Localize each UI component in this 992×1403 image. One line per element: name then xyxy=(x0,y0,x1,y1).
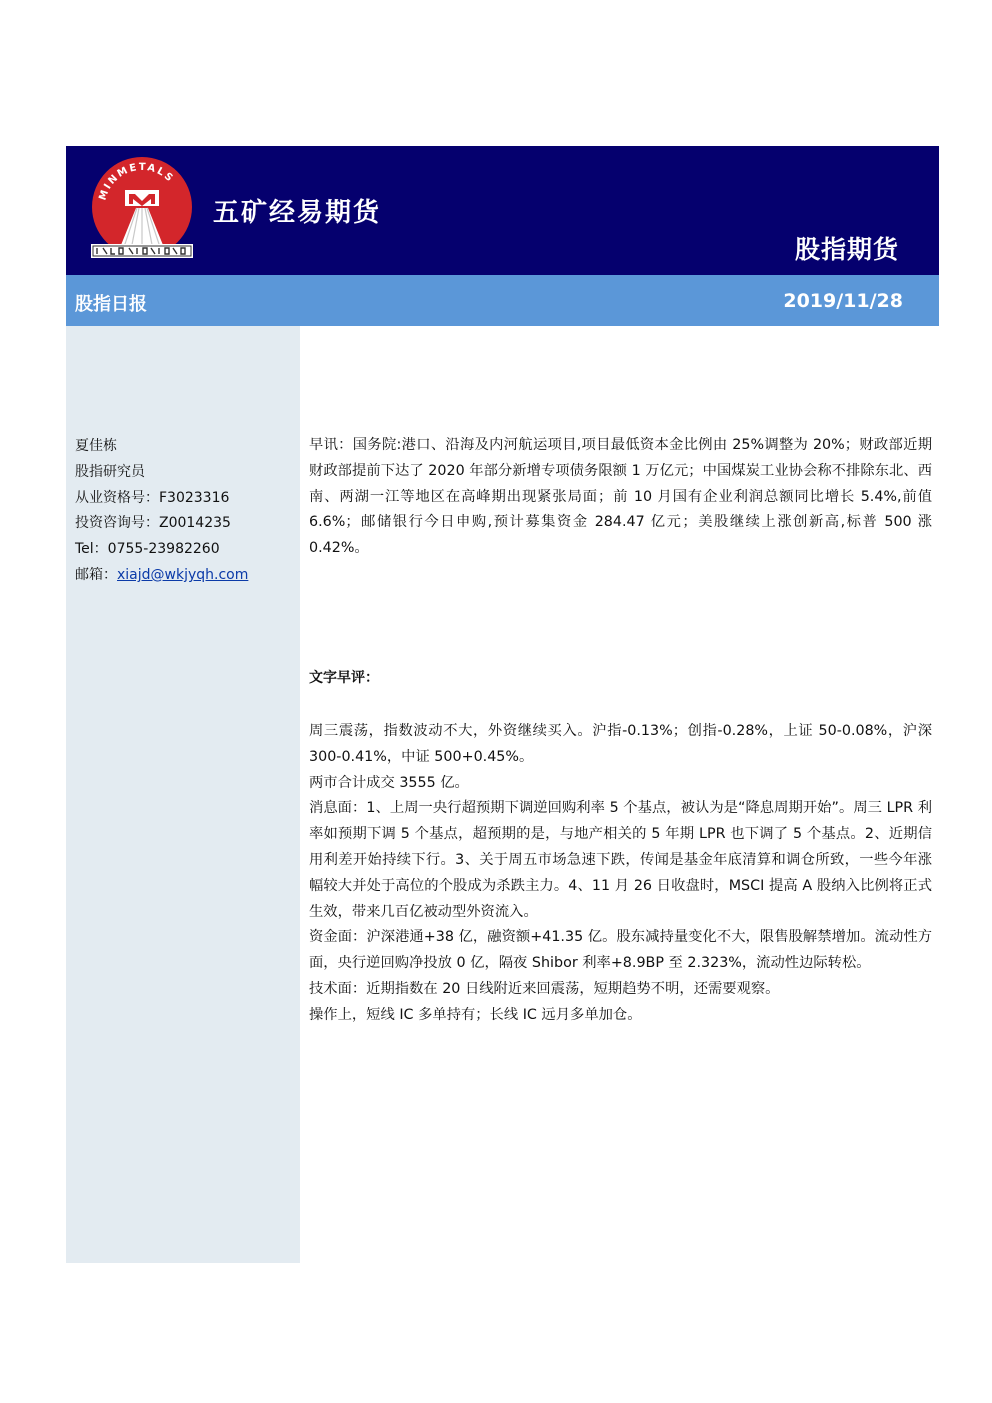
author-info xyxy=(75,434,248,589)
report-date: 2019/11/28 xyxy=(783,290,903,312)
review-paragraph: 操作上，短线 IC 多单持有；长线 IC 远月多单加仓。 xyxy=(309,1006,642,1023)
header-banner xyxy=(66,146,939,275)
report-title-bar xyxy=(66,275,939,326)
review-paragraph: 两市合计成交 3555 亿。 xyxy=(309,774,469,791)
review-paragraph: 周三震荡，指数波动不大，外资继续买入。沪指-0.13%；创指-0.28%，上证 50-0.08%，沪深 300-0.41%，中证 500+0.45%。 xyxy=(309,723,932,765)
review-paragraph: 资金面：沪深港通+38 亿，融资额+41.35 亿。股东减持量变化不大，限售股解禁增加。流动性方面，央行逆回购净投放 0 亿，隔夜 Shibor 利率+8.9BP 至 2.323%，流动性边际转松。 xyxy=(309,929,932,972)
company-name: 五矿经易期货 xyxy=(213,198,382,228)
email-label: 邮箱： xyxy=(75,566,117,583)
author-qualification: 从业资格号：F3023316 xyxy=(75,489,230,506)
author-email-row xyxy=(75,563,248,589)
author-role: 股指研究员 xyxy=(75,463,145,480)
email-link[interactable]: xiajd@wkjyqh.com xyxy=(117,566,249,583)
review-paragraph: 技术面：近期指数在 20 日线附近来回震荡，短期趋势不明，还需要观察。 xyxy=(309,980,780,997)
author-consulting-number: 投资咨询号：Z0014235 xyxy=(75,515,231,532)
minmetals-logo xyxy=(89,154,195,260)
author-sidebar xyxy=(66,326,300,1263)
flash-news: 早讯：国务院:港口、沿海及内河航运项目,项目最低资本金比例由 25%调整为 20%；财政部近期财政部提前下达了 2020 年部分新增专项债务限额 1 万亿元；中国煤炭工业协会称不排除东北、西南、两湖一江等地区在高峰期出现紧张局面；前 10 月国有企业利润总额同比增长 5.4%,前值 6.6%；邮储银行今日申购,预计募集资金 284.47 亿元；美股继续上涨创新高,标普 500 涨 0.42%。 xyxy=(309,437,932,557)
review-paragraph: 消息面：1、上周一央行超预期下调逆回购利率 5 个基点，被认为是“降息周期开始”。周三 LPR 利率如预期下调 5 个基点，超预期的是，与地产相关的 5 年期 LPR 也下调了 5 个基点。2、近期信用利差开始持续下行。3、关于周五市场急速下跌，传闻是基金年底清算和调仓所致，一些今年涨幅较大并处于高位的个股成为杀跌主力。4、11 月 26 日收盘时，MSCI 提高 A 股纳入比例将正式生效，带来几百亿被动型外资流入。 xyxy=(309,800,932,920)
review-heading: 文字早评： xyxy=(309,670,379,686)
review-body xyxy=(309,719,932,1029)
author-phone: Tel：0755-23982260 xyxy=(75,541,220,558)
svg-text:MINMETALS: MINMETALS xyxy=(97,161,176,202)
author-name: 夏佳栋 xyxy=(75,438,117,454)
report-title: 股指日报 xyxy=(75,294,147,315)
report-category: 股指期货 xyxy=(794,235,899,264)
